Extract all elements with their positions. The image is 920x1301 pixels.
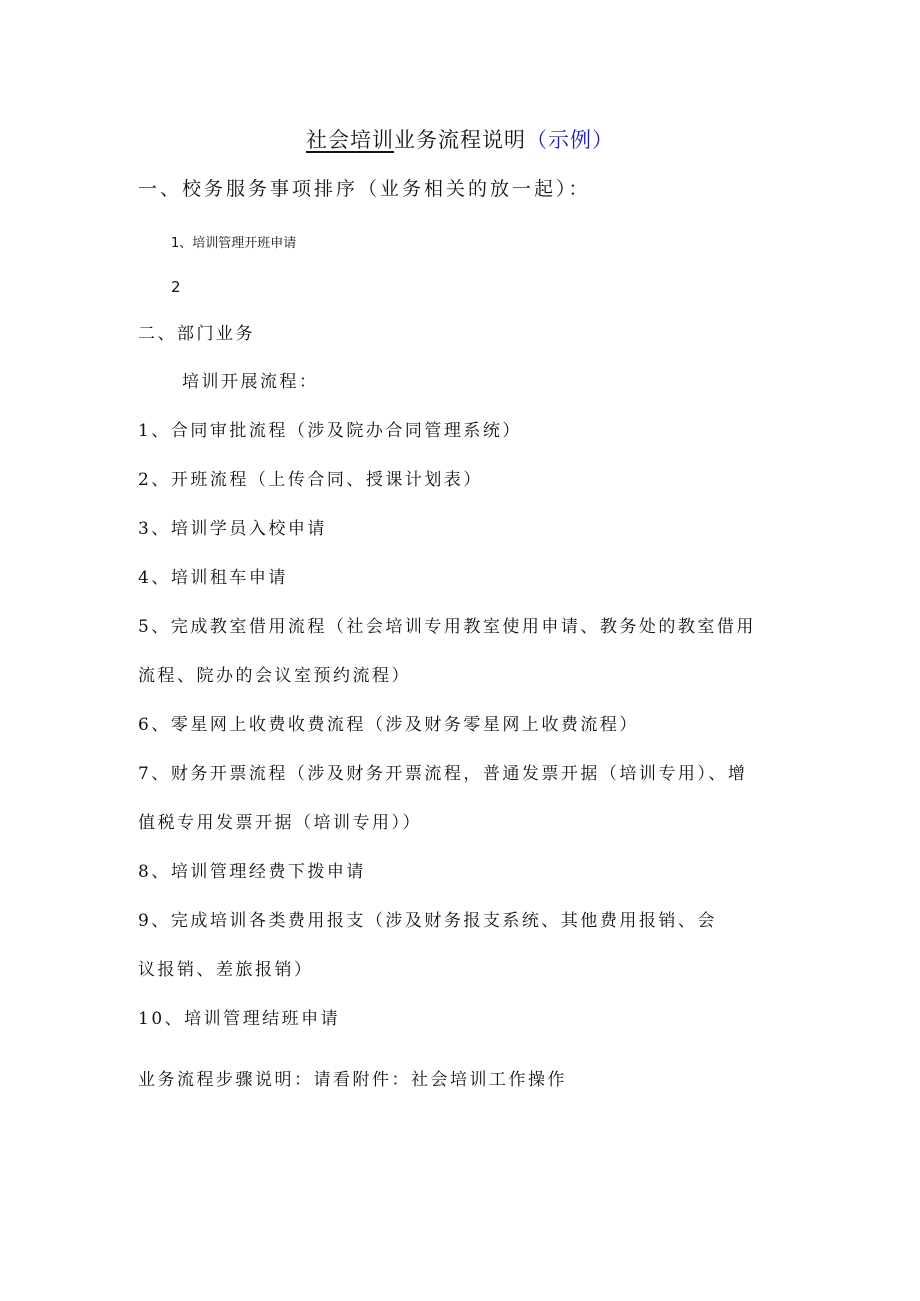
title-main-part: 业务流程说明 bbox=[394, 128, 526, 152]
process-line-5a: 5、完成教室借用流程（社会培训专用教室使用申请、教务处的教室借用 bbox=[138, 617, 756, 637]
section1-item-2: 2 bbox=[171, 278, 181, 296]
footer-note: 业务流程步骤说明：请看附件：社会培训工作操作 bbox=[138, 1070, 567, 1090]
process-line-1: 1、合同审批流程（涉及院办合同管理系统） bbox=[138, 421, 522, 441]
process-line-5b: 流程、院办的会议室预约流程） bbox=[138, 666, 411, 686]
process-line-4: 4、培训租车申请 bbox=[138, 568, 288, 588]
process-line-9a: 9、完成培训各类费用报支（涉及财务报支系统、其他费用报销、会 bbox=[138, 911, 717, 931]
process-line-9b: 议报销、差旅报销） bbox=[138, 960, 314, 980]
process-line-7b: 值税专用发票开据（培训专用）） bbox=[138, 813, 422, 833]
section2-heading: 二、部门业务 bbox=[138, 324, 255, 344]
process-line-2: 2、开班流程（上传合同、授课计划表） bbox=[138, 470, 483, 490]
process-line-8: 8、培训管理经费下拨申请 bbox=[138, 862, 366, 882]
section1-heading: 一、校务服务事项排序（业务相关的放一起）： bbox=[138, 178, 591, 200]
process-line-7a: 7、财务开票流程（涉及财务开票流程，普通发票开据（培训专用）、增 bbox=[138, 764, 748, 784]
process-line-6: 6、零星网上收费收费流程（涉及财务零星网上收费流程） bbox=[138, 715, 639, 735]
section1-item-1: 1、培训管理开班申请 bbox=[171, 236, 297, 251]
process-line-10: 10、培训管理结班申请 bbox=[138, 1009, 341, 1029]
title-example-part: （示例） bbox=[526, 128, 614, 152]
section2-subheading: 培训开展流程： bbox=[182, 372, 319, 392]
title-underlined-part: 社会培训 bbox=[306, 128, 394, 152]
document-title bbox=[0, 124, 920, 154]
process-line-3: 3、培训学员入校申请 bbox=[138, 519, 327, 539]
